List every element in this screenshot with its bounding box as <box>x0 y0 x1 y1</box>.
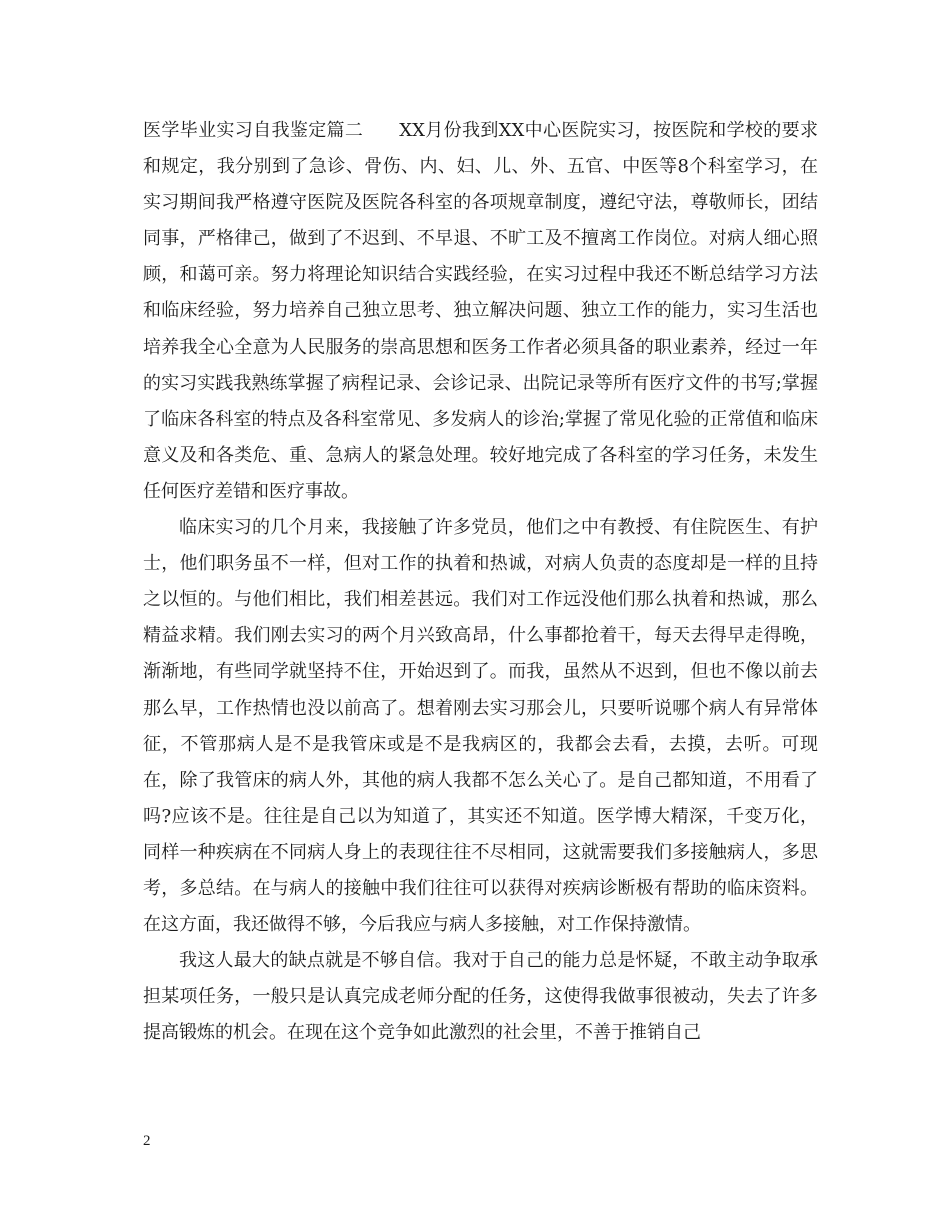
document-heading: 医学毕业实习自我鉴定篇二 <box>143 120 364 141</box>
paragraph-1 <box>143 113 818 510</box>
page-number: 2 <box>143 1133 151 1149</box>
paragraph-2: 临床实习的几个月来，我接触了许多党员，他们之中有教授、有住院医生、有护士，他们职务虽不一样，但对工作的执着和热诚，对病人负责的态度却是一样的且持之以恒的。与他们相比，我们相差甚远。我们对工作远没他们那么执着和热诚，那么精益求精。我们刚去实习的两个月兴致高昂，什么事都抢着干，每天去得早走得晚，渐渐地，有些同学就坚持不住，开始迟到了。而我，虽然从不迟到，但也不像以前去那么早，工作热情也没以前高了。想着刚去实习那会儿，只要听说哪个病人有异常体征，不管那病人是不是我管床或是不是我病区的，我都会去看，去摸，去听。可现在，除了我管床的病人外，其他的病人我都不怎么关心了。是自己都知道，不用看了吗?应该不是。往往是自己以为知道了，其实还不知道。医学博大精深，千变万化，同样一种疾病在不同病人身上的表现往往不尽相同，这就需要我们多接触病人，多思考，多总结。在与病人的接触中我们往往可以获得对疾病诊断极有帮助的临床资料。在这方面，我还做得不够，今后我应与病人多接触，对工作保持激情。 <box>143 517 818 936</box>
paragraph-3: 我这人最大的缺点就是不够自信。我对于自己的能力总是怀疑，不敢主动争取承担某项任务，一般只是认真完成老师分配的任务，这使得我做事很被动，失去了许多提高锻炼的机会。在现在这个竞争如此激烈的社会里，不善于推销自己 <box>143 950 818 1044</box>
paragraph-1-text: XX月份我到XX中心医院实习，按医院和学校的要求和规定，我分别到了急诊、骨伤、内、妇、儿、外、五官、中医等8个科室学习，在实习期间我严格遵守医院及医院各科室的各项规章制度，遵纪守法，尊敬师长，团结同事，严格律己，做到了不迟到、不早退、不旷工及不擅离工作岗位。对病人细心照顾，和蔼可亲。努力将理论知识结合实践经验，在实习过程中我还不断总结学习方法和临床经验，努力培养自己独立思考、独立解决问题、独立工作的能力，实习生活也培养我全心全意为人民服务的崇高思想和医务工作者必须具备的职业素养，经过一年的实习实践我熟练掌握了病程记录、会诊记录、出院记录等所有医疗文件的书写;掌握了临床各科室的特点及各科室常见、多发病人的诊治;掌握了常见化验的正常值和临床意义及和各类危、重、急病人的紧急处理。较好地完成了各科室的学习任务，未发生任何医疗差错和医疗事故。 <box>143 120 818 502</box>
document-body <box>143 113 818 1051</box>
